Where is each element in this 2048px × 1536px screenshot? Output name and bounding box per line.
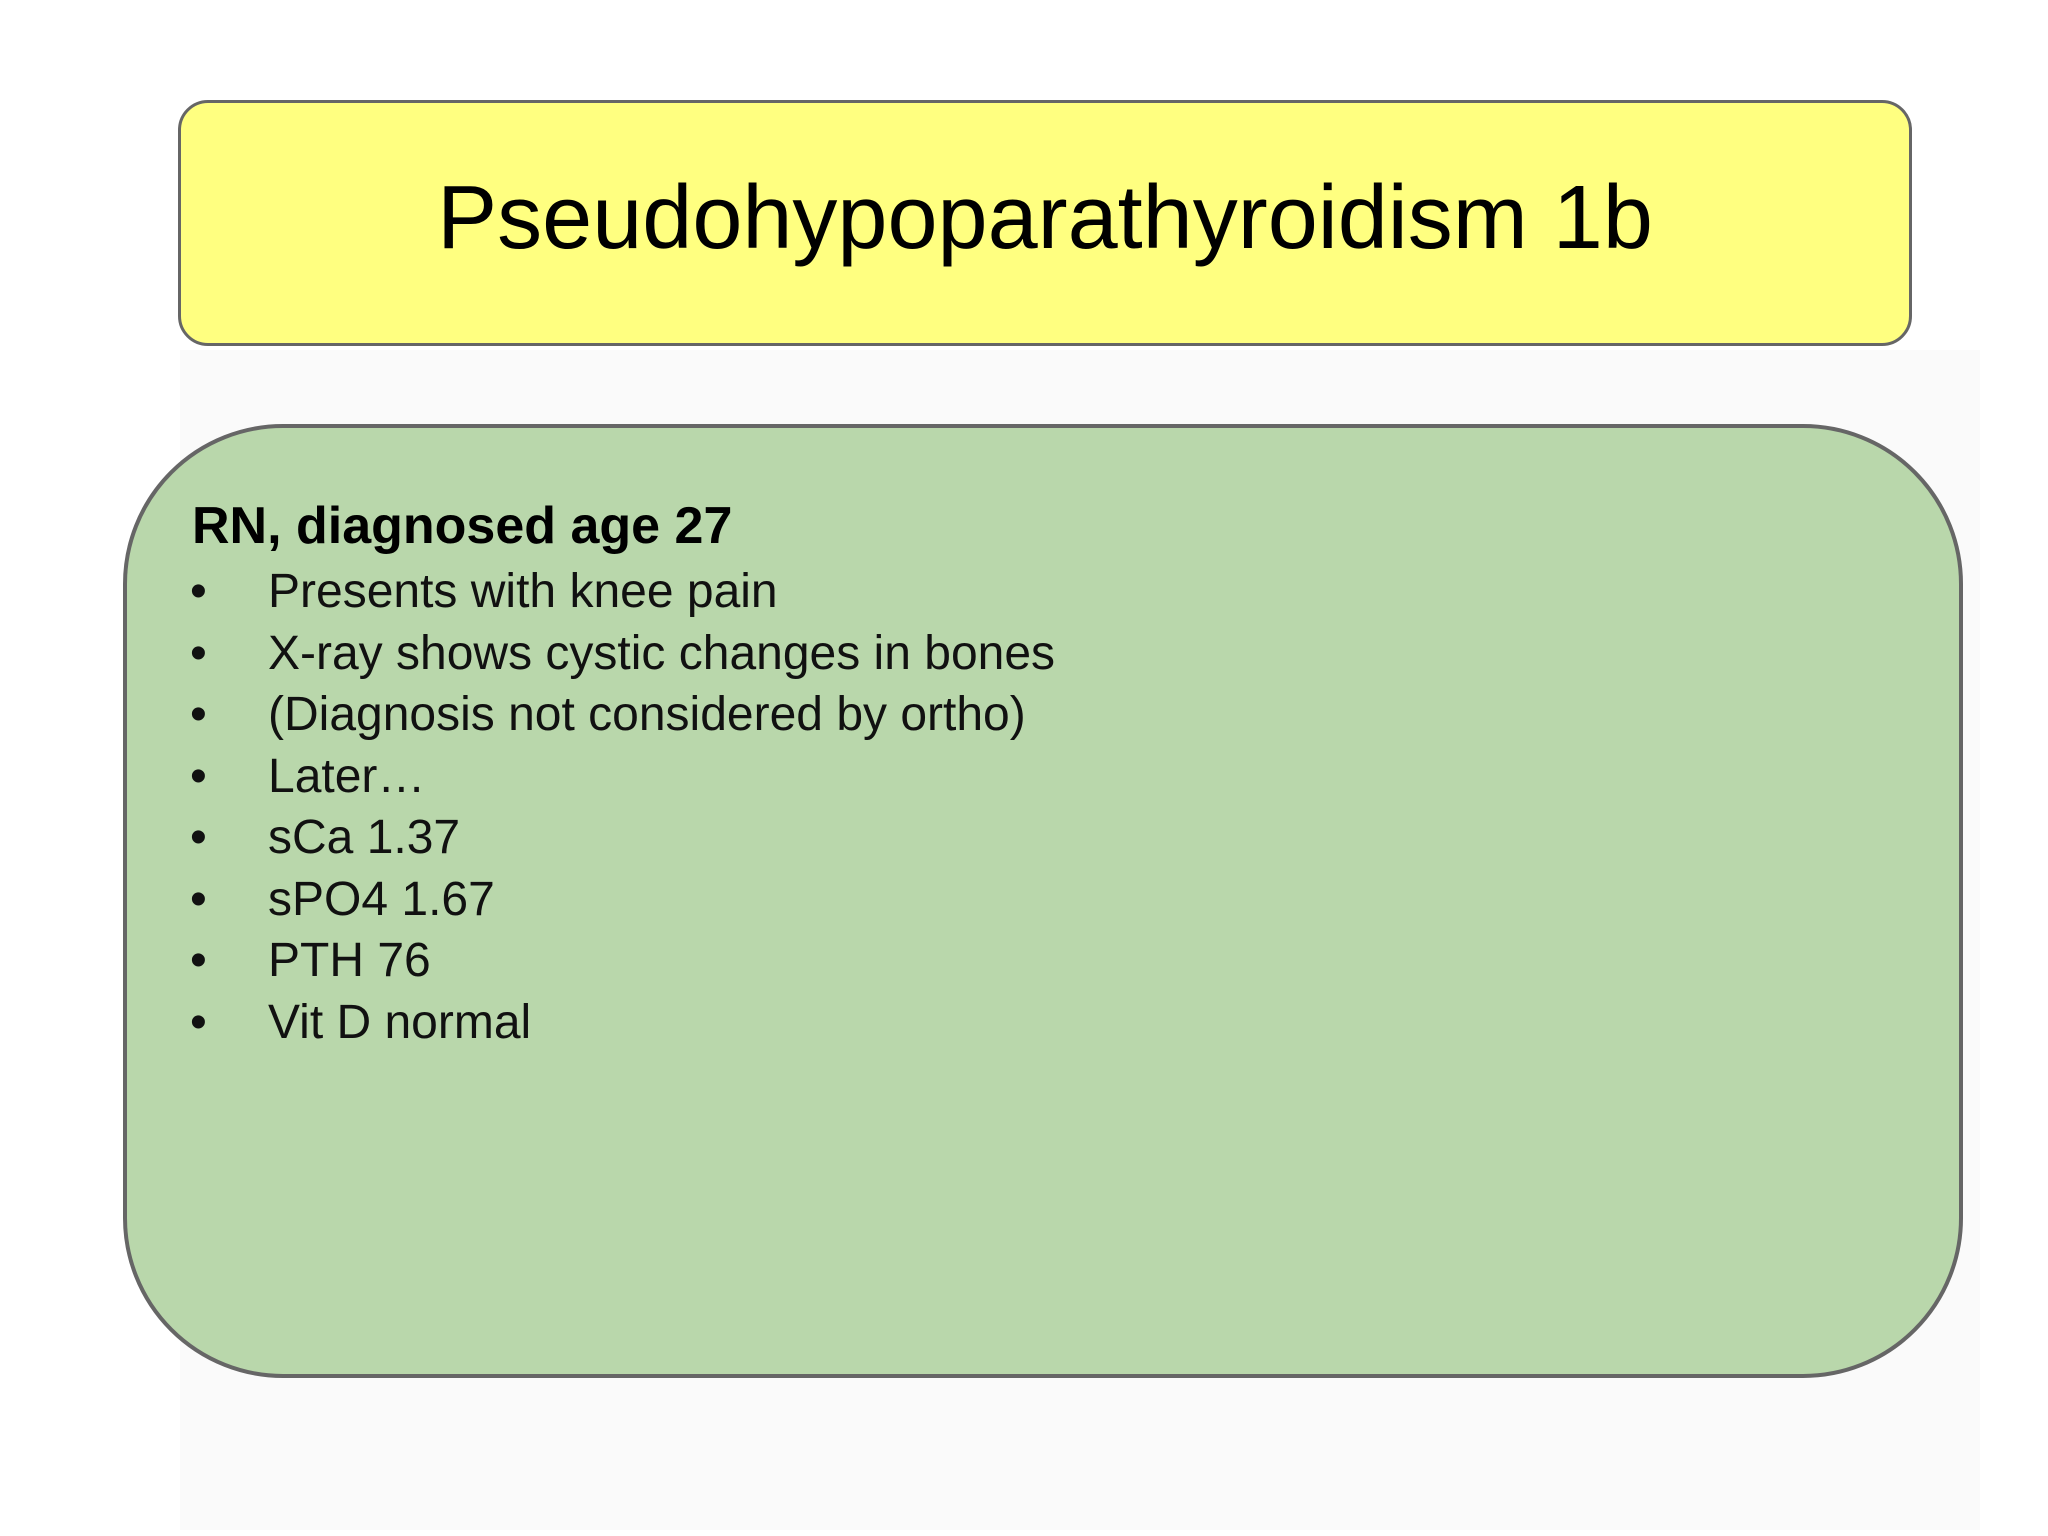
bullet-icon: •: [190, 749, 207, 803]
bullet-icon: •: [190, 688, 207, 741]
title-box: [178, 100, 1912, 346]
bullet-text: X-ray shows cystic changes in bones: [268, 626, 1056, 680]
case-heading: RN, diagnosed age 27: [192, 497, 733, 555]
bullet-text: Presents with knee pain: [268, 565, 778, 618]
bullet-icon: •: [190, 872, 207, 926]
bullet-text: Vit D normal: [268, 995, 532, 1049]
bullet-text: (Diagnosis not considered by ortho): [268, 688, 1026, 741]
bullet-text: PTH 76: [268, 934, 431, 987]
bullet-text: sPO4 1.67: [268, 872, 495, 926]
bullet-icon: •: [190, 811, 207, 864]
bullet-icon: •: [190, 934, 207, 987]
bullet-icon: •: [190, 626, 207, 680]
slide-title: Pseudohypoparathyroidism 1b: [437, 167, 1653, 268]
bullet-icon: •: [190, 565, 207, 618]
bullet-icon: •: [190, 995, 207, 1049]
bullet-text: sCa 1.37: [268, 811, 461, 864]
bullet-text: Later…: [268, 749, 426, 803]
